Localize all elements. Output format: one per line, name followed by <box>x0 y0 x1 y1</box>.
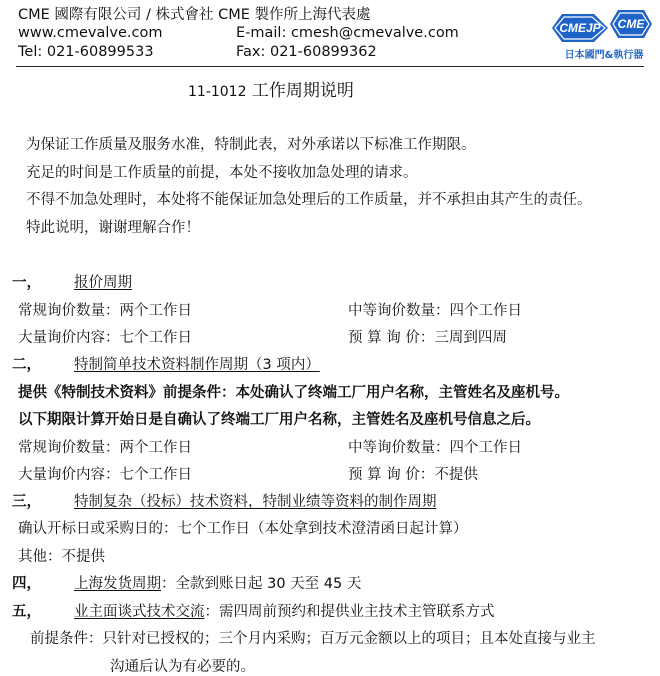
s2-row-2-right: 预 算 询 价：不提供 <box>348 467 478 483</box>
section-5-text: ：需四周前预约和提供业主技术主管联系方式 <box>204 604 495 620</box>
s5-condition-line-1: 前提条件：只针对已授权的；三个月内采购；百万元金额以上的项目；且本处直接与业主 <box>30 631 596 647</box>
s5-condition-line-2: 沟通后认为有必要的。 <box>110 659 255 675</box>
document-title: 工作周期说明 <box>251 81 354 101</box>
section-3-title: 特制复杂（投标）技术资料，特制业绩等资料的制作周期 <box>74 494 437 510</box>
logo-right-text: CME <box>617 17 645 31</box>
logo-caption: 日本國門&執行器 <box>564 50 644 61</box>
s2-condition-line-2: 以下期限计算开始日是自确认了终端工厂用户名称，主管姓名及座机号信息之后。 <box>18 412 540 428</box>
intro-line-3: 不得不加急处理时，本处将不能保证加急处理后的工作质量，并不承担由其产生的责任。 <box>26 192 592 208</box>
intro-line-2: 充足的时间是工作质量的前提，本处不接收加急处理的请求。 <box>26 165 418 181</box>
s2-condition-line-1: 提供《特制技术资料》前提条件：本处确认了终端工厂用户名称，主管姓名及座机号。 <box>18 385 569 401</box>
header-divider <box>16 66 644 67</box>
s3-line-2: 其他：不提供 <box>18 549 105 565</box>
section-5-title: 业主面谈式技术交流 <box>74 604 205 620</box>
website-link[interactable]: www.cmevalve.com <box>18 25 163 41</box>
page-title <box>188 76 354 101</box>
section-1-number: 一， <box>12 275 41 291</box>
s1-row-2-left: 大量询价内容：七个工作日 <box>18 330 192 346</box>
section-3-number: 三， <box>12 494 41 510</box>
s1-row-1-left: 常规询价数量：两个工作日 <box>18 303 192 319</box>
cme-badge-icon <box>610 10 652 38</box>
s2-row-1-right: 中等询价数量：四个工作日 <box>348 440 522 456</box>
section-5-number: 五， <box>12 604 41 620</box>
section-2-number: 二， <box>12 357 41 373</box>
email-link[interactable]: E-mail: cmesh@cmevalve.com <box>236 25 459 41</box>
document-code: 11-1012 <box>188 84 247 100</box>
cmejp-badge-icon <box>552 14 608 42</box>
section-2-title: 特制简单技术资料制作周期（3 项内） <box>74 357 320 373</box>
s2-row-1-left: 常规询价数量：两个工作日 <box>18 440 192 456</box>
s1-row-1-right: 中等询价数量：四个工作日 <box>348 303 522 319</box>
company-logo <box>548 6 658 64</box>
section-1-title: 报价周期 <box>74 275 132 291</box>
section-4-number: 四， <box>12 576 41 592</box>
intro-line-1: 为保证工作质量及服务水准，特制此表，对外承诺以下标准工作期限。 <box>26 137 476 153</box>
s1-row-2-right: 预 算 询 价：三周到四周 <box>348 330 507 346</box>
s2-row-2-left: 大量询价内容：七个工作日 <box>18 467 192 483</box>
s3-line-1: 确认开标日或采购日的：七个工作日（本处拿到技术澄清函日起计算） <box>18 521 468 537</box>
section-4-text: ：全款到账日起 30 天至 45 天 <box>161 576 362 592</box>
intro-line-4: 特此说明，谢谢理解合作！ <box>26 220 200 236</box>
fax: Fax: 021-60899362 <box>236 44 377 60</box>
logo-left-text: CMEJP <box>559 21 601 35</box>
section-4-line <box>74 572 361 593</box>
company-line: CME 國際有限公司 / 株式會社 CME 製作所上海代表處 <box>18 7 371 23</box>
section-5-line <box>74 600 495 621</box>
telephone: Tel: 021-60899533 <box>18 44 154 60</box>
section-4-title: 上海发货周期 <box>74 576 161 592</box>
